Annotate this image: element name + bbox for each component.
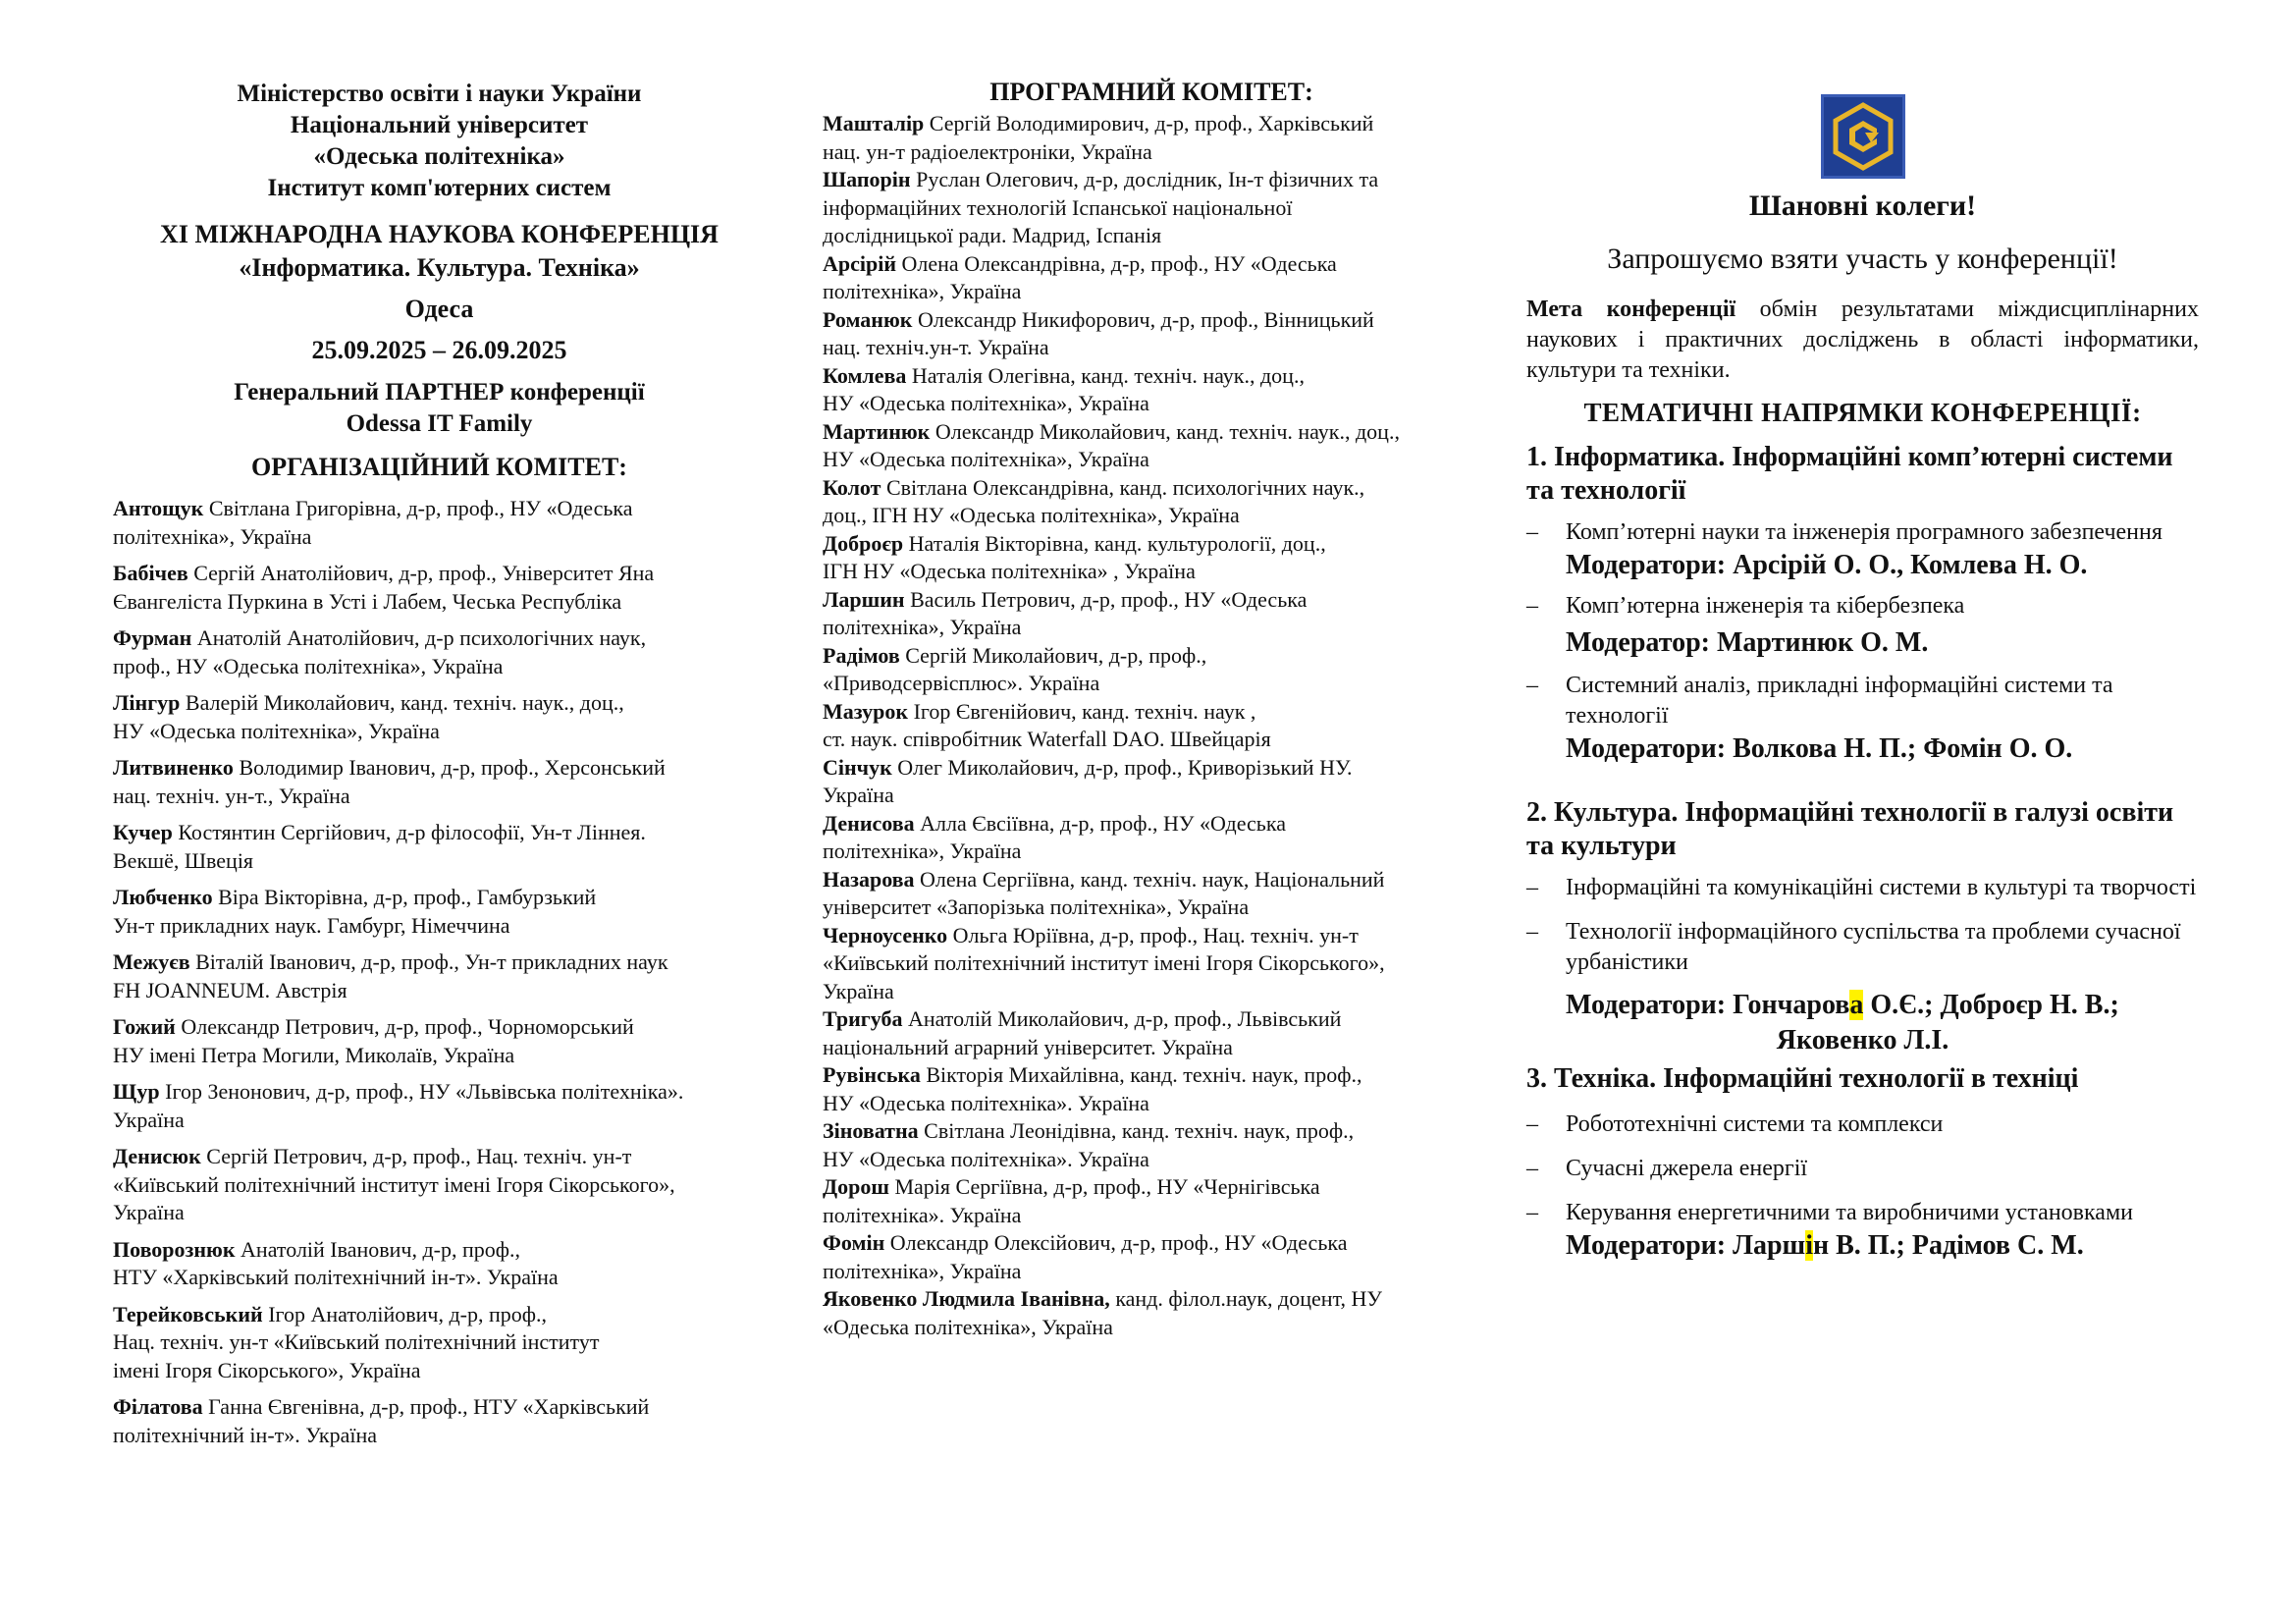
member-details: Марія Сергіївна, д-р, проф., НУ «Чернігівська (888, 1174, 1320, 1199)
direction-2-moderators: Модератори: Гончарова О.Є.; Доброєр Н. В.; (1566, 990, 2119, 1020)
member-details: FH JOANNEUM. Австрія (113, 977, 347, 1002)
right-column (1526, 0, 2199, 1264)
highlight-mark: і (1805, 1230, 1813, 1261)
member-details: Нац. техніч. ун-т «Київський політехнічний інститут (113, 1329, 600, 1354)
dash-icon: – (1526, 519, 1538, 545)
left-column (113, 0, 766, 1458)
member-surname: Мазурок (823, 698, 909, 724)
member-details: політехніка», Україна (823, 1258, 1022, 1283)
topic-text: Технології інформаційного суспільства та проблеми сучасної урбаністики (1566, 919, 2181, 975)
dash-icon: – (1526, 875, 1538, 900)
conference-city: Одеса (404, 295, 474, 323)
committee-member (823, 306, 1480, 362)
program-committee-list (823, 110, 1480, 1341)
member-surname: Фурман (113, 625, 192, 650)
committee-member (823, 250, 1480, 306)
committee-member (823, 810, 1480, 866)
member-details: Олена Олександрівна, д-р, проф., НУ «Одеська (896, 250, 1337, 276)
middle-column (823, 0, 1480, 1341)
member-details: політехніка». Україна (823, 1202, 1022, 1227)
direction-3-topic-1 (1526, 1110, 2199, 1140)
org-committee-title: ОРГАНІЗАЦІЙНИЙ КОМІТЕТ: (251, 453, 627, 481)
direction-3-title: 3. Техніка. Інформаційні технології в техніці (1526, 1063, 2079, 1094)
member-surname: Рувінська (823, 1062, 921, 1087)
member-details: канд. філол.наук, доцент, НУ (1109, 1286, 1382, 1311)
direction-1-topic-2 (1526, 591, 2199, 622)
member-surname: Терейковський (113, 1301, 263, 1326)
dash-icon: – (1526, 1111, 1538, 1137)
committee-member (823, 362, 1480, 418)
member-details: Олег Миколайович, д-р, проф., Криворізький НУ. (891, 754, 1353, 780)
member-details: «Приводсервісплюс». Україна (823, 671, 1100, 695)
member-details: Віра Вікторівна, д-р, проф., Гамбурзький (212, 885, 597, 909)
committee-member (823, 530, 1480, 586)
member-surname: Комлева (823, 362, 907, 388)
member-surname: Любченко (113, 885, 213, 909)
direction-2-moderators-line-2: Яковенко Л.І. (1776, 1025, 1949, 1056)
member-details: Світлана Леонідівна, канд. техніч. наук, проф., (918, 1118, 1355, 1143)
member-details: Анатолій Анатолійович, д-р психологічних наук, (191, 625, 647, 650)
dash-icon: – (1526, 1200, 1538, 1225)
member-details: Векшё, Швеція (113, 847, 254, 873)
member-details: Ганна Євгенівна, д-р, проф., НТУ «Харківський (202, 1394, 650, 1419)
direction-1-moderators-3: Модератори: Волкова Н. П.; Фомін О. О. (1566, 733, 2073, 764)
member-details: Україна (823, 978, 894, 1003)
member-details: Вікторія Михайлівна, канд. техніч. наук, проф., (920, 1062, 1362, 1087)
member-details: Україна (113, 1200, 185, 1224)
member-details: Руслан Олегович, д-р, дослідник, Ін-т фізичних та (910, 167, 1379, 191)
member-surname: Зіноватна (823, 1118, 919, 1143)
member-details: політехнічний ін-т». Україна (113, 1422, 378, 1447)
direction-3-topic-3 (1526, 1198, 2199, 1228)
committee-member (823, 866, 1480, 922)
direction-2-topic-2 (1526, 917, 2199, 978)
member-surname: Фомін (823, 1230, 885, 1255)
member-details: політехніка», Україна (823, 615, 1022, 639)
dash-icon: – (1526, 593, 1538, 619)
conference-goal (1526, 295, 2199, 386)
member-details: Сергій Миколайович, д-р, проф., (899, 642, 1207, 668)
member-details: політехніка», Україна (113, 523, 312, 549)
committee-member (823, 1061, 1480, 1117)
member-details: політехніка», Україна (823, 279, 1022, 303)
member-surname: Щур (113, 1079, 160, 1104)
member-surname: Дорош (823, 1174, 889, 1199)
committee-member (113, 624, 766, 680)
member-details: Василь Петрович, д-р, проф., НУ «Одеська (904, 586, 1308, 612)
member-surname: Яковенко Людмила Іванівна, (823, 1286, 1110, 1311)
member-surname: Тригуба (823, 1006, 903, 1031)
themes-title: ТЕМАТИЧНІ НАПРЯМКИ КОНФЕРЕНЦІЇ: (1583, 398, 2142, 427)
member-details: НУ «Одеська політехніка», Україна (113, 718, 440, 743)
direction-3-moderators: Модератори: Ларшін В. П.; Радімов С. М. (1566, 1230, 2084, 1261)
conference-name: «Інформатика. Культура. Техніка» (239, 253, 640, 282)
member-details: «Київський політехнічний інститут імені Ігоря Сікорського», (823, 950, 1385, 975)
direction-3-topic-2 (1526, 1154, 2199, 1184)
committee-member (113, 754, 766, 810)
member-surname: Шапорін (823, 167, 911, 191)
member-details: Ігор Зенонович, д-р, проф., НУ «Львівська політехніка». (159, 1079, 684, 1104)
member-surname: Арсірій (823, 250, 897, 276)
member-details: Сергій Анатолійович, д-р, проф., Університет Яна (187, 561, 655, 585)
member-details: імені Ігоря Сікорського», Україна (113, 1357, 421, 1382)
member-surname: Гожий (113, 1014, 176, 1039)
member-details: Наталія Вікторівна, канд. культурології, доц., (903, 530, 1326, 556)
member-surname: Денисова (823, 810, 915, 836)
committee-member (823, 1173, 1480, 1229)
dash-icon: – (1526, 673, 1538, 698)
member-details: Алла Євсіївна, д-р, проф., НУ «Одеська (914, 810, 1286, 836)
conference-dates: 25.09.2025 – 26.09.2025 (311, 336, 567, 364)
member-details: Ігор Євгенійович, канд. техніч. наук , (908, 698, 1256, 724)
member-surname: Назарова (823, 866, 915, 892)
member-surname: Лінгур (113, 690, 181, 715)
member-details: Україна (823, 783, 894, 807)
member-details: Сергій Петрович, д-р, проф., Нац. техніч. ун-т (200, 1144, 632, 1168)
member-details: «Київський політехнічний інститут імені Ігоря Сікорського», (113, 1171, 675, 1197)
member-details: НТУ «Харківський політехнічний ін-т». Україна (113, 1265, 559, 1289)
topic-text: Комп’ютерні науки та інженерія програмного забезпечення (1566, 519, 2163, 545)
ministry-title: Міністерство освіти і науки України (237, 81, 642, 107)
dash-icon: – (1526, 1156, 1538, 1181)
topic-text: Робототехнічні системи та комплекси (1566, 1111, 1944, 1137)
member-details: національний аграрний університет. Україна (823, 1034, 1233, 1059)
direction-2-topic-1 (1526, 873, 2199, 903)
member-details: Олександр Никифорович, д-р, проф., Вінницький (912, 306, 1374, 332)
org-committee-list (113, 495, 766, 1449)
goal-text: обмін результатами міждисциплінарних наукових і практичних досліджень в області інформатики, культури та техніки. (1526, 297, 2199, 383)
member-details: Сергій Володимирович, д-р, проф., Харківський (924, 111, 1374, 135)
committee-member (823, 418, 1480, 474)
direction-1-topic-1 (1526, 517, 2199, 548)
member-details: Ігор Анатолійович, д-р, проф., (262, 1301, 548, 1326)
committee-member (823, 586, 1480, 642)
highlight-mark: а (1849, 990, 1864, 1020)
topic-text: Інформаційні та комунікаційні системи в культурі та творчості (1566, 875, 2197, 900)
committee-member (113, 884, 766, 940)
committee-member (113, 560, 766, 616)
conference-title: XI МІЖНАРОДНА НАУКОВА КОНФЕРЕНЦІЯ (160, 220, 719, 248)
member-surname: Філатова (113, 1394, 203, 1419)
committee-member (823, 1229, 1480, 1285)
greeting: Шановні колеги! (1748, 189, 1977, 222)
member-surname: Доброєр (823, 530, 904, 556)
member-details: Ун-т прикладних наук. Гамбург, Німеччина (113, 912, 510, 938)
member-details: НУ імені Петра Могили, Миколаїв, Україна (113, 1042, 515, 1067)
member-surname: Литвиненко (113, 755, 234, 780)
member-details: Валерій Миколайович, канд. техніч. наук., доц., (180, 690, 624, 715)
committee-member (823, 1285, 1480, 1341)
member-details: Анатолій Миколайович, д-р, проф., Львівський (902, 1006, 1342, 1031)
committee-member (823, 474, 1480, 530)
direction-1-moderators-1: Модератори: Арсірій О. О., Комлева Н. О. (1566, 550, 2088, 580)
member-surname: Денисюк (113, 1144, 201, 1168)
member-details: інформаційних технологій Іспанської національної (823, 194, 1293, 220)
direction-1-title: 1. Інформатика. Інформаційні комп’ютерні системи та технології (1526, 442, 2173, 506)
dash-icon: – (1526, 919, 1538, 945)
direction-1-topic-3 (1526, 671, 2199, 731)
partner-name: Odessa IT Family (346, 410, 533, 437)
member-details: дослідницької ради. Мадрид, Іспанія (823, 223, 1162, 247)
member-details: проф., НУ «Одеська політехніка», Україна (113, 653, 504, 678)
member-details: Олена Сергіївна, канд. техніч. наук, Національний (914, 866, 1385, 892)
topic-text: Керування енергетичними та виробничими установками (1566, 1200, 2133, 1225)
committee-member (113, 1236, 766, 1292)
committee-member (113, 948, 766, 1004)
member-details: Анатолій Іванович, д-р, проф., (235, 1236, 521, 1262)
member-details: Віталій Іванович, д-р, проф., Ун-т прикладних наук (189, 949, 668, 974)
member-surname: Межуєв (113, 949, 190, 974)
member-details: Олександр Миколайович, канд. техніч. наук., доц., (930, 418, 1400, 444)
direction-1-moderators-2: Модератор: Мартинюк О. М. (1566, 627, 1929, 658)
member-details: НУ «Одеська політехніка», Україна (823, 391, 1149, 415)
member-surname: Черноусенко (823, 922, 948, 947)
member-surname: Кучер (113, 820, 173, 844)
committee-member (113, 1143, 766, 1227)
committee-member (113, 819, 766, 875)
member-details: «Одеська політехніка», Україна (823, 1314, 1113, 1339)
invitation-text: Запрошуємо взяти участь у конференції! (1607, 243, 2118, 275)
member-surname: Антощук (113, 496, 204, 520)
member-details: НУ «Одеська політехніка», Україна (823, 447, 1149, 471)
program-committee-title: ПРОГРАМНИЙ КОМІТЕТ: (989, 78, 1313, 106)
member-surname: Колот (823, 474, 881, 500)
member-details: Світлана Олександрівна, канд. психологічних наук., (881, 474, 1365, 500)
committee-member (823, 166, 1480, 250)
member-details: доц., ІГН НУ «Одеська політехніка», Україна (823, 503, 1240, 527)
goal-label: Мета конференції (1526, 297, 1736, 322)
committee-member (113, 1013, 766, 1069)
direction-2-title: 2. Культура. Інформаційні технології в галузі освіти та культури (1526, 797, 2174, 861)
committee-member (823, 1117, 1480, 1173)
member-surname: Радімов (823, 642, 900, 668)
member-details: Євангеліста Пуркина в Усті і Лабем, Чеська Республіка (113, 588, 622, 614)
institute-title: Інститут комп'ютерних систем (267, 175, 612, 201)
committee-member (823, 1005, 1480, 1061)
member-details: політехніка», Україна (823, 839, 1022, 863)
member-surname: Ларшин (823, 586, 905, 612)
member-details: університет «Запорізька політехніка», Україна (823, 894, 1250, 919)
member-details: Костянтин Сергійович, д-р філософії, Ун-т Ліннея. (172, 820, 646, 844)
member-surname: Сінчук (823, 754, 892, 780)
member-details: Україна (113, 1107, 185, 1132)
committee-member (823, 754, 1480, 810)
committee-member (113, 1393, 766, 1449)
member-details: ІГН НУ «Одеська політехніка» , Україна (823, 559, 1196, 583)
member-details: Олександр Олексійович, д-р, проф., НУ «Одеська (884, 1230, 1348, 1255)
member-details: Світлана Григорівна, д-р, проф., НУ «Одеська (203, 496, 633, 520)
university-title: Національний університет (290, 112, 589, 138)
committee-member (823, 698, 1480, 754)
member-details: ст. наук. співробітник Waterfall DAO. Швейцарія (823, 727, 1271, 751)
topic-text: Комп’ютерна інженерія та кібербезпека (1566, 593, 1965, 619)
member-details: нац. техніч. ун-т., Україна (113, 783, 350, 808)
member-details: нац. техніч.ун-т. Україна (823, 335, 1049, 359)
partner-label: Генеральний ПАРТНЕР конференції (234, 379, 645, 406)
committee-member (823, 110, 1480, 166)
committee-member (823, 642, 1480, 698)
member-details: НУ «Одеська політехніка». Україна (823, 1090, 1149, 1115)
committee-member (113, 1301, 766, 1385)
member-surname: Машталір (823, 111, 925, 135)
member-details: Олександр Петрович, д-р, проф., Чорноморський (175, 1014, 634, 1039)
member-details: НУ «Одеська політехніка». Україна (823, 1146, 1149, 1171)
committee-member (823, 922, 1480, 1006)
topic-text: Системний аналіз, прикладні інформаційні системи та технології (1566, 673, 2113, 729)
member-details: нац. ун-т радіоелектроніки, Україна (823, 138, 1152, 164)
university-logo-icon (1821, 94, 1905, 179)
member-details: Володимир Іванович, д-р, проф., Херсонський (233, 755, 666, 780)
committee-member (113, 1078, 766, 1134)
committee-member (113, 495, 766, 551)
university-name: «Одеська політехніка» (313, 143, 565, 170)
member-details: Наталія Олегівна, канд. техніч. наук., доц., (906, 362, 1305, 388)
member-surname: Поворознюк (113, 1236, 236, 1262)
member-details: Ольга Юріївна, д-р, проф., Нац. техніч. ун-т (947, 922, 1359, 947)
member-surname: Романюк (823, 306, 913, 332)
topic-text: Сучасні джерела енергії (1566, 1156, 1808, 1181)
member-surname: Мартинюк (823, 418, 931, 444)
member-surname: Бабічев (113, 561, 188, 585)
committee-member (113, 689, 766, 745)
